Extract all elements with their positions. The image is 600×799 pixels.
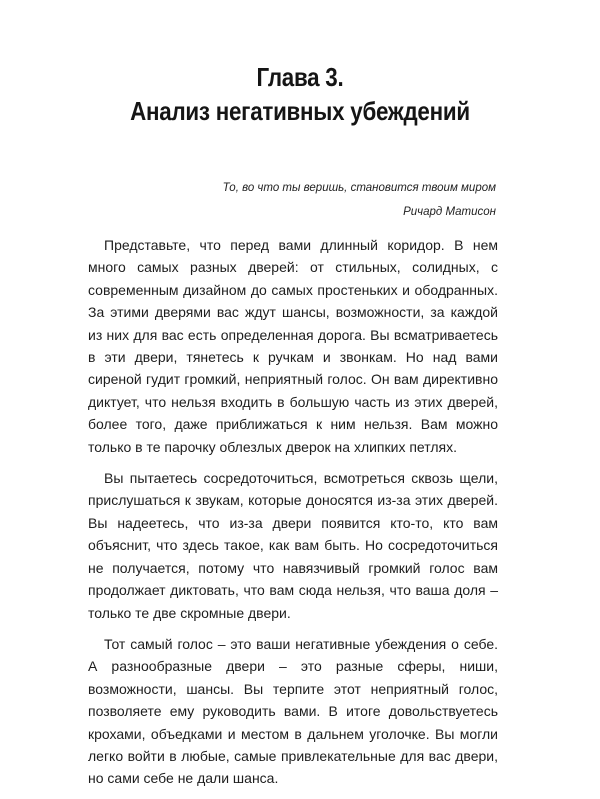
epigraph-quote: То, во что ты веришь, становится твоим миром [222, 182, 496, 194]
body-text [88, 234, 498, 799]
chapter-heading [0, 60, 600, 128]
epigraph [223, 176, 496, 224]
paragraph-2: Вы пытаетесь сосредоточиться, всмотреться сквозь щели, прислушаться к звукам, которые доносятся из-за этих дверей. Вы надеетесь, что из-за двери появится кто-то, кто вам объяснит, что здесь такое, как вам быть. Но сосредоточиться не получается, потому что навязчивый громкий голос вам продолжает диктовать, что вам сюда нельзя, что ваша доля – только те две скромные двери. [88, 470, 498, 621]
chapter-title: Анализ негативных убеждений [130, 96, 470, 126]
paragraph-1: Представьте, что перед вами длинный коридор. В нем много самых разных дверей: от стильных, солидных, с современным дизайном до самых простеньких и ободранных. За этими дверями вас ждут шансы, возможности, за каждой из них для вас есть определенная дорога. Вы всматриваетесь в эти двери, тянетесь к ручкам и звонкам. Но над вами сиреной гудит громкий, неприятный голос. Он вам директивно диктует, что нельзя входить в большую часть из этих дверей, более того, даже приближаться к ним нельзя. Вам можно только в те парочку облезлых дверок на хлипких петлях. [88, 237, 498, 455]
paragraph-3: Тот самый голос – это ваши негативные убеждения о себе. А разнообразные двери – это разные сферы, ниши, возможности, шансы. Вы терпите этот неприятный голос, позволяете ему руководить вами. В итоге довольствуетесь крохами, объедками и местом в дальнем уголочке. Вы могли легко войти в любые, самые привлекательные для вас двери, но сами себе не дали шанса. [88, 635, 498, 787]
epigraph-author: Ричард Матисон [403, 206, 496, 218]
chapter-number: Глава 3. [256, 62, 344, 92]
